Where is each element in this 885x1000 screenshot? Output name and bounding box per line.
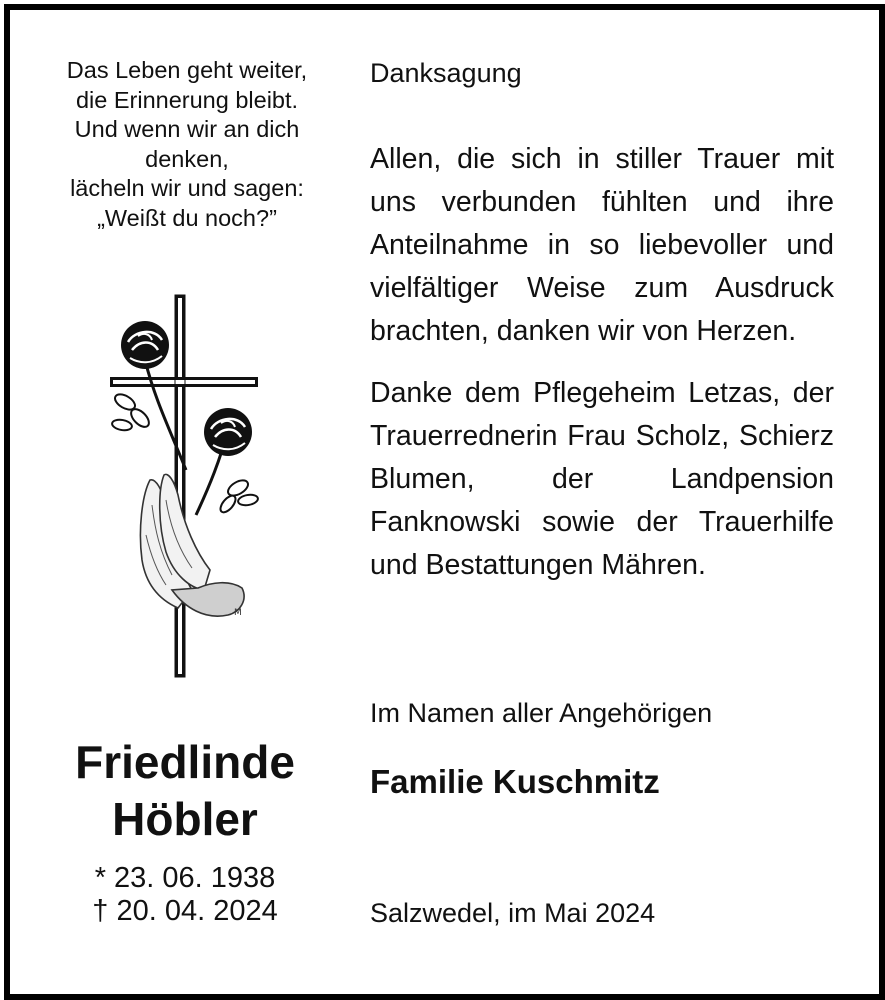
notice-heading: Danksagung — [370, 58, 522, 88]
closing-line: Im Namen aller Angehörigen — [370, 698, 713, 728]
cross-with-roses-and-praying-hands-icon — [100, 290, 270, 680]
acknowledgement-paragraph: Danke dem Pflegeheim Letzas, der Trauerrednerin Frau Scholz, Schierz Blumen, der Landpension Fanknowski sowie der Trauerhilfe und Bestattungen Mähren. — [370, 377, 834, 581]
family-signature: Familie Kuschmitz — [370, 763, 660, 800]
quote-line: denken, — [145, 145, 229, 172]
place-and-date: Salzwedel, im Mai 2024 — [370, 898, 656, 928]
quote-line: die Erinnerung bleibt. — [75, 86, 299, 113]
quote-line: Das Leben geht weiter, — [66, 57, 308, 83]
quote-line: lächeln wir und sagen: — [70, 175, 304, 201]
quote-line: „Weißt du noch?” — [97, 204, 277, 231]
thanks-paragraph: Allen, die sich in stiller Trauer mit uns verbunden fühlten und ihre Anteilnahme in so liebevoller und vielfältiger Weise zum Ausdruck brachten, danken wir von Herzen. — [370, 143, 834, 347]
svg-text:M: M — [234, 608, 242, 618]
deceased-first-name: Friedlinde — [75, 736, 295, 788]
deceased-last-name: Höbler — [112, 793, 258, 845]
death-date: † 20. 04. 2024 — [92, 895, 278, 927]
memorial-quote — [42, 56, 332, 233]
quote-line: Und wenn wir an dich — [74, 116, 300, 142]
deceased-name — [30, 734, 340, 848]
life-dates — [30, 862, 340, 928]
birth-date: * 23. 06. 1938 — [94, 862, 276, 894]
